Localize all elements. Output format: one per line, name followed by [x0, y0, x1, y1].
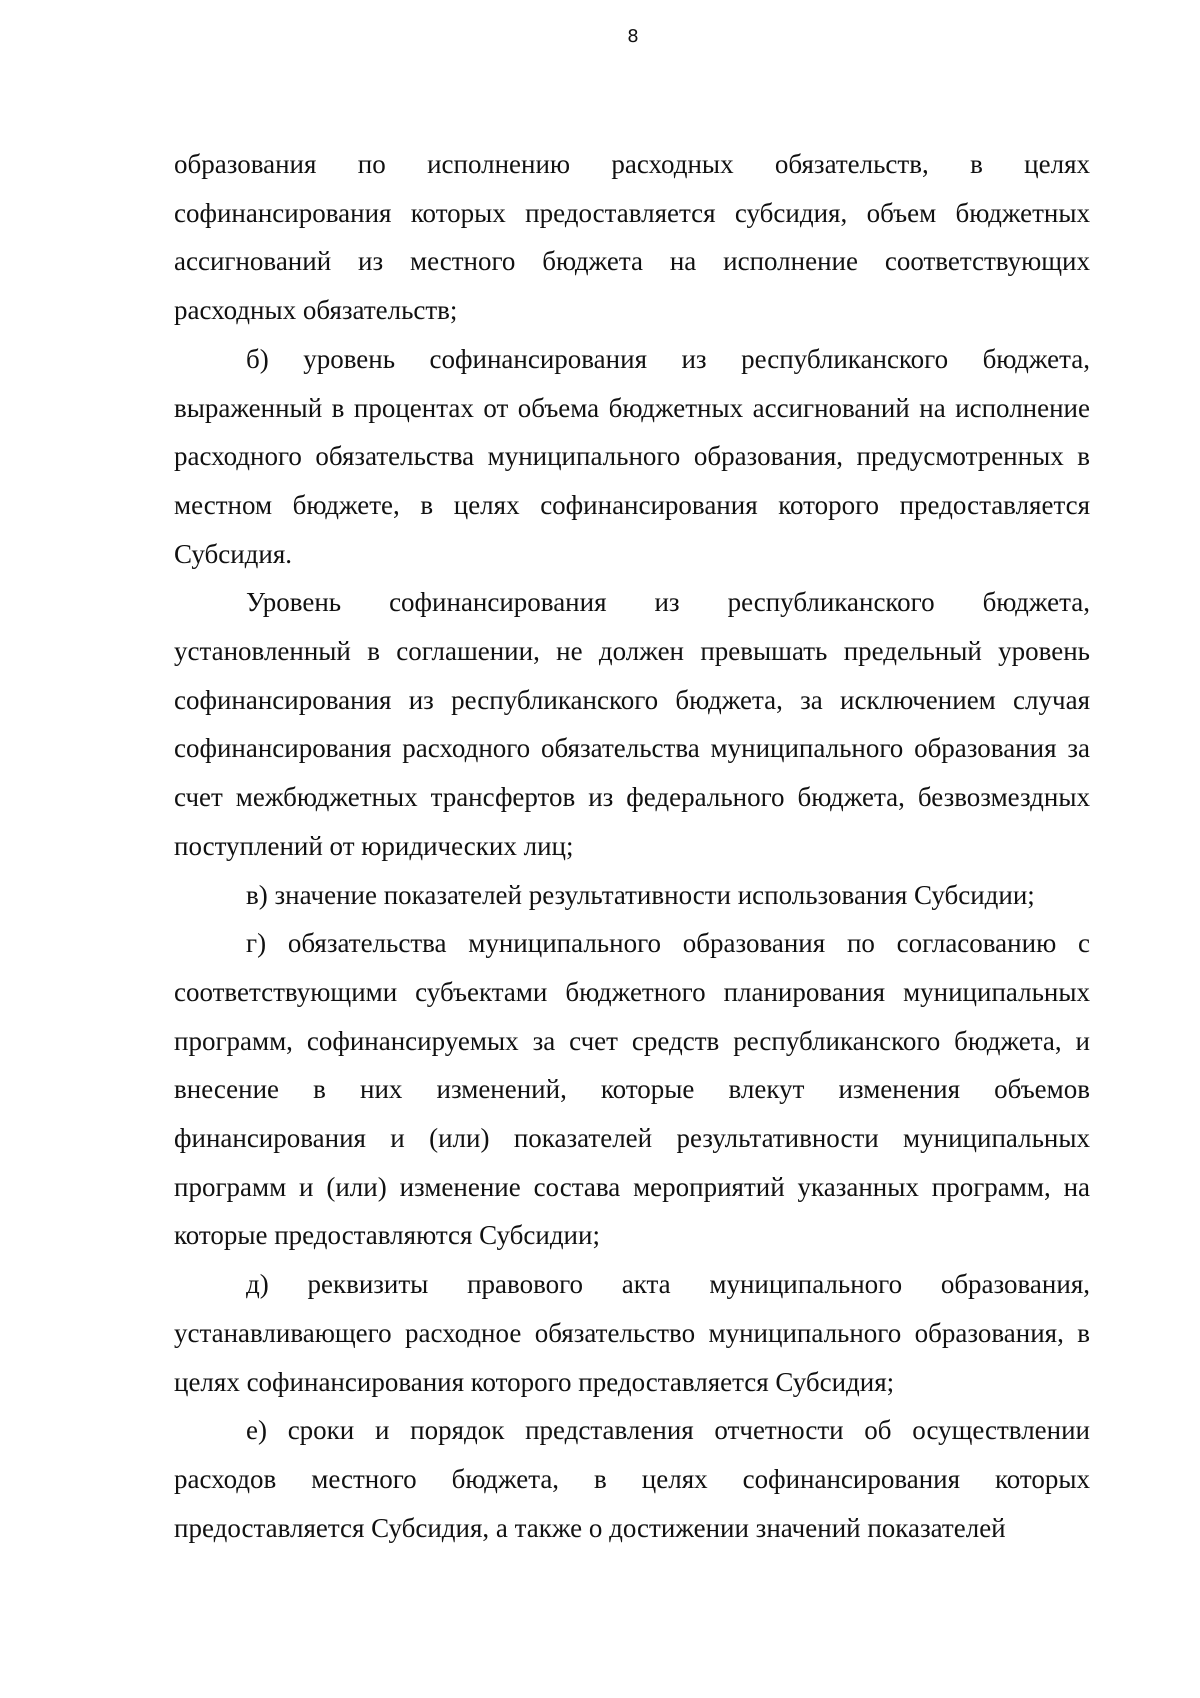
page-number: 8 — [627, 26, 639, 47]
paragraph-item-v: в) значение показателей результативности использования Субсидии; — [246, 879, 1035, 910]
paragraph-continuation: образования по исполнению расходных обязательств, в целях софинансирования которых предоставляется субсидия, объем бюджетных ассигнований из местного бюджета на исполнение соответствующих расходных обязательств; — [174, 149, 1090, 326]
paragraph-item-g: г) обязательства муниципального образования по согласованию с соответствующими субъектами бюджетного планирования муниципальных программ, софинансируемых за счет средств республиканского бюджета, и внесение в них изменений, которые влекут изменения объемов финансирования и (или) показателей результативности муниципальных программ и (или) изменение состава мероприятий указанных программ, на которые предоставляются Субсидии; — [174, 928, 1090, 1251]
paragraph-cofinancing-level: Уровень софинансирования из республиканского бюджета, установленный в соглашении, не должен превышать предельный уровень софинансирования из республиканского бюджета, за исключением случая софинансирования расходного обязательства муниципального образования за счет межбюджетных трансфертов из федерального бюджета, безвозмездных поступлений от юридических лиц; — [174, 587, 1090, 861]
document-body — [174, 140, 1090, 1552]
paragraph-item-e: е) сроки и порядок представления отчетности об осуществлении расходов местного бюджета, в целях софинансирования которых предоставляется Субсидия, а также о достижении значений показателей — [174, 1415, 1090, 1543]
paragraph-item-d: д) реквизиты правового акта муниципального образования, устанавливающего расходное обязательство муниципального образования, в целях софинансирования которого предоставляется Субсидия; — [174, 1269, 1090, 1397]
paragraph-item-b: б) уровень софинансирования из республиканского бюджета, выраженный в процентах от объема бюджетных ассигнований на исполнение расходного обязательства муниципального образования, предусмотренных в местном бюджете, в целях софинансирования которого предоставляется Субсидия. — [174, 343, 1090, 569]
